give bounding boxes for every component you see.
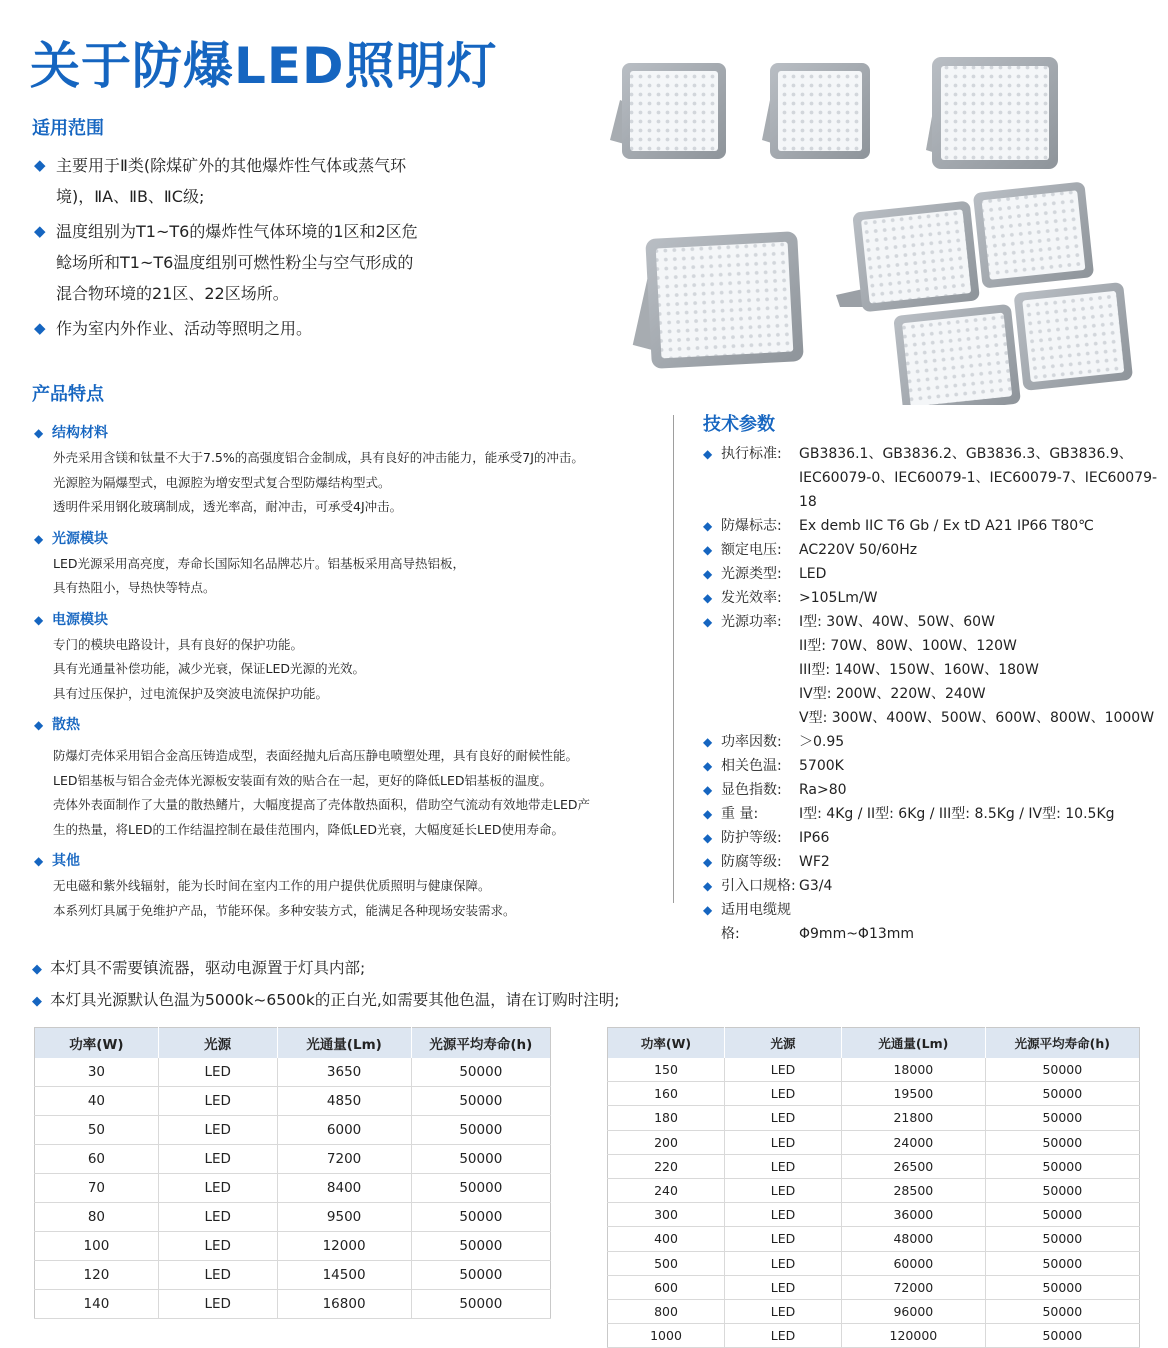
table-cell: 140	[35, 1290, 159, 1319]
lamp-medium	[926, 57, 1058, 169]
spec-row	[703, 514, 1163, 538]
table-cell: 50000	[985, 1324, 1139, 1348]
spec-key: 适用电缆规格:	[721, 902, 791, 942]
table-header-cell: 光通量(Lm)	[277, 1028, 411, 1059]
spec-row	[703, 610, 1163, 634]
spec-value: IV型: 200W、220W、240W	[799, 686, 986, 702]
table-cell: 21800	[842, 1106, 986, 1130]
feature-subheading-label: 散热	[52, 717, 80, 733]
diamond-bullet-icon: ◆	[34, 531, 44, 546]
diamond-bullet-icon: ◆	[32, 994, 42, 1009]
table-cell: LED	[158, 1232, 277, 1261]
lamp-large	[627, 231, 804, 370]
spec-value: III型: 140W、150W、160W、180W	[799, 662, 1039, 678]
table-cell: 60	[35, 1145, 159, 1174]
feature-subheading-label: 光源模块	[52, 530, 108, 547]
table-cell: 50000	[985, 1275, 1139, 1299]
table-cell: 40	[35, 1087, 159, 1116]
feature-line: LED光源采用高亮度，寿命长国际知名品牌芯片。铝基板采用高导热铝板，	[53, 555, 465, 571]
table-cell: 80	[35, 1203, 159, 1232]
table-row	[608, 1299, 1140, 1323]
feature-subheading-label: 其他	[52, 853, 80, 869]
spec-key: 发光效率:	[721, 590, 782, 606]
spec-key: 额定电压:	[721, 542, 782, 558]
table-cell: LED	[725, 1058, 842, 1082]
feature-line: 生的热量，将LED的工作结温控制在最佳范围内，降低LED光衰，大幅度延长LED使用寿命。	[53, 821, 564, 837]
scope-list	[34, 150, 484, 348]
feature-line: 具有过压保护，过电流保护及突波电流保护功能。	[53, 685, 329, 701]
diamond-bullet-icon: ◆	[703, 519, 713, 533]
feature-subheading-label: 电源模块	[52, 611, 108, 628]
table-cell: 50000	[411, 1261, 550, 1290]
table-row	[35, 1232, 551, 1261]
note-text: 本灯具不需要镇流器，驱动电源置于灯具内部;	[50, 959, 366, 977]
spec-row-continued	[703, 466, 1163, 514]
spec-row	[703, 826, 1163, 850]
table-row	[608, 1251, 1140, 1275]
spec-key: 引入口规格:	[721, 878, 796, 894]
spec-value: Ra>80	[799, 782, 847, 798]
spec-value: I型: 30W、40W、50W、60W	[799, 614, 995, 630]
table-cell: LED	[158, 1290, 277, 1319]
lamp-small-1	[610, 63, 726, 159]
table-cell: 50000	[411, 1145, 550, 1174]
spec-key: 重 量:	[721, 806, 759, 822]
table-header-cell: 功率(W)	[35, 1028, 159, 1059]
specs-heading: 技术参数	[703, 414, 775, 435]
diamond-bullet-icon: ◆	[703, 567, 713, 581]
spec-row-continued	[703, 634, 1163, 658]
diamond-bullet-icon: ◆	[34, 854, 44, 868]
spec-row	[703, 802, 1163, 826]
scope-item-line: 鲶场所和T1~T6温度组别可燃性粉尘与空气形成的	[56, 253, 414, 272]
table-cell: 36000	[842, 1203, 986, 1227]
table-cell: LED	[725, 1154, 842, 1178]
feature-line: 无电磁和紫外线辐射，能为长时间在室内工作的用户提供优质照明与健康保障。	[53, 878, 491, 893]
spec-value: IEC60079-0、IEC60079-1、IEC60079-7、IEC60079-18	[799, 470, 1158, 510]
table-cell: 300	[608, 1203, 725, 1227]
table-cell: 96000	[842, 1299, 986, 1323]
scope-item	[34, 150, 484, 212]
table-cell: 220	[608, 1154, 725, 1178]
spec-row	[703, 562, 1163, 586]
spec-key: 显色指数:	[721, 782, 782, 798]
table-header-cell: 光源平均寿命(h)	[985, 1028, 1139, 1059]
diamond-bullet-icon: ◆	[34, 426, 44, 440]
table-cell: 28500	[842, 1178, 986, 1202]
spec-row	[703, 538, 1163, 562]
features-heading: 产品特点	[32, 384, 104, 405]
table-row	[608, 1275, 1140, 1299]
table-row	[35, 1174, 551, 1203]
table-cell: 50000	[985, 1251, 1139, 1275]
spec-row	[703, 874, 1163, 898]
table-cell: 50000	[411, 1058, 550, 1087]
table-row	[608, 1058, 1140, 1082]
scope-item	[34, 216, 484, 309]
spec-value: 5700K	[799, 758, 844, 774]
table-cell: LED	[158, 1203, 277, 1232]
feature-subheading-label: 结构材料	[52, 425, 108, 441]
table-cell: 50000	[411, 1087, 550, 1116]
note-item	[32, 953, 619, 985]
table-cell: 12000	[277, 1232, 411, 1261]
table-cell: 400	[608, 1227, 725, 1251]
table-cell: 50000	[985, 1227, 1139, 1251]
spec-key: 光源功率:	[721, 614, 782, 630]
table-cell: 60000	[842, 1251, 986, 1275]
table-row	[35, 1087, 551, 1116]
table-cell: LED	[725, 1227, 842, 1251]
table-cell: 50000	[985, 1130, 1139, 1154]
table-cell: LED	[158, 1174, 277, 1203]
table-header-row	[35, 1028, 551, 1059]
table-cell: LED	[158, 1116, 277, 1145]
spec-value: I型: 4Kg / II型: 6Kg / III型: 8.5Kg / IV型: 10.5Kg	[799, 806, 1115, 822]
diamond-bullet-icon: ◆	[703, 903, 713, 917]
table-row	[35, 1058, 551, 1087]
table-power-high	[607, 1027, 1140, 1348]
spec-value: GB3836.1、GB3836.2、GB3836.3、GB3836.9、	[799, 446, 1133, 462]
spec-value: V型: 300W、400W、500W、600W、800W、1000W	[799, 710, 1155, 726]
scope-item	[34, 313, 484, 344]
lamp-small-2	[762, 63, 870, 159]
table-cell: 50000	[985, 1154, 1139, 1178]
lamp-quad-module	[836, 179, 1134, 405]
table-cell: 50000	[985, 1106, 1139, 1130]
table-cell: LED	[725, 1178, 842, 1202]
spec-key: 防护等级:	[721, 830, 782, 846]
table-header-cell: 光通量(Lm)	[842, 1028, 986, 1059]
spec-row-continued	[703, 682, 1163, 706]
table-cell: 180	[608, 1106, 725, 1130]
spec-key: 防腐等级:	[721, 854, 782, 870]
product-image-group	[600, 45, 1160, 405]
table-header-cell: 功率(W)	[608, 1028, 725, 1059]
table-row	[35, 1145, 551, 1174]
scope-item-line: 混合物环境的21区、22区场所。	[56, 284, 289, 303]
diamond-bullet-icon: ◆	[703, 879, 713, 893]
table-cell: 50000	[411, 1203, 550, 1232]
spec-key: 功率因数:	[721, 734, 782, 750]
table-cell: 14500	[277, 1261, 411, 1290]
diamond-bullet-icon: ◆	[34, 156, 46, 174]
table-row	[35, 1290, 551, 1319]
feature-subheading	[34, 420, 664, 446]
table-cell: LED	[158, 1261, 277, 1290]
spec-key: 相关色温:	[721, 758, 782, 774]
diamond-bullet-icon: ◆	[703, 831, 713, 845]
diamond-bullet-icon: ◆	[703, 543, 713, 557]
table-row	[608, 1227, 1140, 1251]
table-row	[608, 1154, 1140, 1178]
table-cell: 30	[35, 1058, 159, 1087]
table-cell: LED	[725, 1130, 842, 1154]
spec-value: >105Lm/W	[799, 590, 878, 606]
table-header-row	[608, 1028, 1140, 1059]
spec-row	[703, 850, 1163, 874]
table-row	[35, 1203, 551, 1232]
spec-row	[703, 586, 1163, 610]
table-cell: 7200	[277, 1145, 411, 1174]
diamond-bullet-icon: ◆	[703, 783, 713, 797]
spec-value: AC220V 50/60Hz	[799, 542, 918, 558]
table-cell: 50000	[411, 1232, 550, 1261]
diamond-bullet-icon: ◆	[703, 615, 713, 629]
features-section	[34, 414, 664, 923]
table-cell: LED	[725, 1299, 842, 1323]
spec-value: IP66	[799, 830, 830, 846]
spec-row-continued	[703, 706, 1163, 730]
feature-line: 透明件采用钢化玻璃制成，透光率高，耐冲击，可承受4J冲击。	[53, 499, 403, 514]
table-cell: 24000	[842, 1130, 986, 1154]
table-row	[608, 1130, 1140, 1154]
spec-row	[703, 730, 1163, 754]
feature-line: 专门的模块电路设计，具有良好的保护功能。	[53, 636, 304, 652]
table-cell: 50000	[985, 1203, 1139, 1227]
table-cell: 48000	[842, 1227, 986, 1251]
table-cell: 50000	[985, 1178, 1139, 1202]
table-cell: 240	[608, 1178, 725, 1202]
table-cell: LED	[725, 1082, 842, 1106]
table-cell: 18000	[842, 1058, 986, 1082]
table-cell: LED	[725, 1275, 842, 1299]
feature-line: 具有光通量补偿功能，减少光衰，保证LED光源的光效。	[53, 661, 365, 676]
table-cell: 4850	[277, 1087, 411, 1116]
feature-line: 外壳采用含镁和钛量不大于7.5%的高强度铝合金制成，具有良好的冲击能力，能承受7J的冲击。	[53, 450, 584, 465]
table-row	[35, 1116, 551, 1145]
table-header-cell: 光源平均寿命(h)	[411, 1028, 550, 1059]
divider-line	[673, 415, 674, 903]
table-cell: 1000	[608, 1324, 725, 1348]
table-cell: 50000	[985, 1299, 1139, 1323]
table-row	[35, 1261, 551, 1290]
table-cell: LED	[725, 1324, 842, 1348]
diamond-bullet-icon: ◆	[34, 319, 46, 337]
feature-line: 本系列灯具属于免维护产品，节能环保。多种安装方式，能满足各种现场安装需求。	[53, 902, 516, 918]
diamond-bullet-icon: ◆	[703, 447, 713, 461]
spec-row	[703, 898, 1163, 946]
diamond-bullet-icon: ◆	[34, 718, 44, 732]
feature-line: 具有热阻小，导热快等特点。	[53, 580, 216, 595]
table-cell: 50000	[985, 1082, 1139, 1106]
diamond-bullet-icon: ◆	[34, 222, 46, 240]
diamond-bullet-icon: ◆	[703, 759, 713, 773]
spec-row	[703, 778, 1163, 802]
spec-row-continued	[703, 658, 1163, 682]
spec-value: Ex demb IIC T6 Gb / Ex tD A21 IP66 T80℃	[799, 518, 1094, 534]
feature-subheading	[34, 607, 664, 633]
spec-key: 光源类型:	[721, 566, 782, 582]
table-cell: 50	[35, 1116, 159, 1145]
table-power-low	[34, 1027, 551, 1319]
spec-value: ＞0.95	[799, 734, 845, 750]
diamond-bullet-icon: ◆	[703, 735, 713, 749]
feature-line: LED铝基板与铝合金壳体光源板安装面有效的贴合在一起，更好的降低LED铝基板的温度。	[53, 772, 552, 788]
diamond-bullet-icon: ◆	[703, 807, 713, 821]
feature-subheading	[34, 712, 664, 738]
table-cell: 120000	[842, 1324, 986, 1348]
diamond-bullet-icon: ◆	[703, 855, 713, 869]
table-row	[608, 1106, 1140, 1130]
spec-value: G3/4	[799, 878, 833, 894]
diamond-bullet-icon: ◆	[32, 962, 42, 977]
table-cell: 150	[608, 1058, 725, 1082]
spec-key: 防爆标志:	[721, 518, 782, 534]
table-cell: LED	[725, 1251, 842, 1275]
spec-value: Φ9mm~Φ13mm	[799, 926, 915, 942]
notes-section	[32, 953, 619, 1017]
table-cell: 3650	[277, 1058, 411, 1087]
spec-value: LED	[799, 566, 827, 582]
table-cell: 16800	[277, 1290, 411, 1319]
scope-item-line: 主要用于Ⅱ类(除煤矿外的其他爆炸性气体或蒸气环	[56, 156, 407, 175]
spec-key: 执行标准:	[721, 446, 782, 462]
table-cell: 50000	[411, 1116, 550, 1145]
diamond-bullet-icon: ◆	[703, 591, 713, 605]
scope-heading: 适用范围	[32, 118, 104, 139]
feature-subheading	[34, 526, 664, 552]
feature-line: 光源腔为隔爆型式，电源腔为增安型式复合型防爆结构型式。	[53, 474, 391, 490]
table-cell: 50000	[411, 1290, 550, 1319]
table-row	[608, 1203, 1140, 1227]
spec-row	[703, 754, 1163, 778]
table-cell: 9500	[277, 1203, 411, 1232]
table-cell: 500	[608, 1251, 725, 1275]
page-title: 关于防爆LED照明灯	[30, 37, 498, 95]
table-cell: LED	[158, 1058, 277, 1087]
table-cell: LED	[158, 1145, 277, 1174]
table-cell: 26500	[842, 1154, 986, 1178]
table-row	[608, 1324, 1140, 1348]
note-text: 本灯具光源默认色温为5000k~6500k的正白光,如需要其他色温，请在订购时注明;	[50, 991, 620, 1009]
table-header-cell: 光源	[725, 1028, 842, 1059]
feature-line: 壳体外表面制作了大量的散热鳍片，大幅度提高了壳体散热面积，借助空气流动有效地带走LED产	[53, 797, 590, 812]
feature-line: 防爆灯壳体采用铝合金高压铸造成型，表面经抛丸后高压静电喷塑处理，具有良好的耐候性能。	[53, 748, 579, 763]
table-cell: LED	[158, 1087, 277, 1116]
scope-item-line: 温度组别为T1~T6的爆炸性气体环境的1区和2区危	[56, 222, 418, 241]
table-cell: 120	[35, 1261, 159, 1290]
diamond-bullet-icon: ◆	[34, 612, 44, 627]
feature-subheading	[34, 848, 664, 874]
table-cell: 50000	[985, 1058, 1139, 1082]
scope-item-line: 境)，ⅡA、ⅡB、ⅡC级;	[56, 187, 205, 206]
table-row	[608, 1178, 1140, 1202]
scope-item-line: 作为室内外作业、活动等照明之用。	[56, 319, 313, 338]
note-item	[32, 985, 619, 1017]
spec-value: II型: 70W、80W、100W、120W	[799, 638, 1017, 654]
table-cell: 800	[608, 1299, 725, 1323]
table-cell: LED	[725, 1203, 842, 1227]
table-cell: 8400	[277, 1174, 411, 1203]
table-row	[608, 1082, 1140, 1106]
table-cell: 100	[35, 1232, 159, 1261]
table-cell: 600	[608, 1275, 725, 1299]
table-cell: 200	[608, 1130, 725, 1154]
table-cell: 70	[35, 1174, 159, 1203]
table-cell: 50000	[411, 1174, 550, 1203]
table-cell: LED	[725, 1106, 842, 1130]
table-cell: 6000	[277, 1116, 411, 1145]
spec-value: WF2	[799, 854, 830, 870]
specs-section	[703, 410, 1163, 946]
table-cell: 19500	[842, 1082, 986, 1106]
table-cell: 72000	[842, 1275, 986, 1299]
table-header-cell: 光源	[158, 1028, 277, 1059]
table-cell: 160	[608, 1082, 725, 1106]
spec-row	[703, 442, 1163, 466]
